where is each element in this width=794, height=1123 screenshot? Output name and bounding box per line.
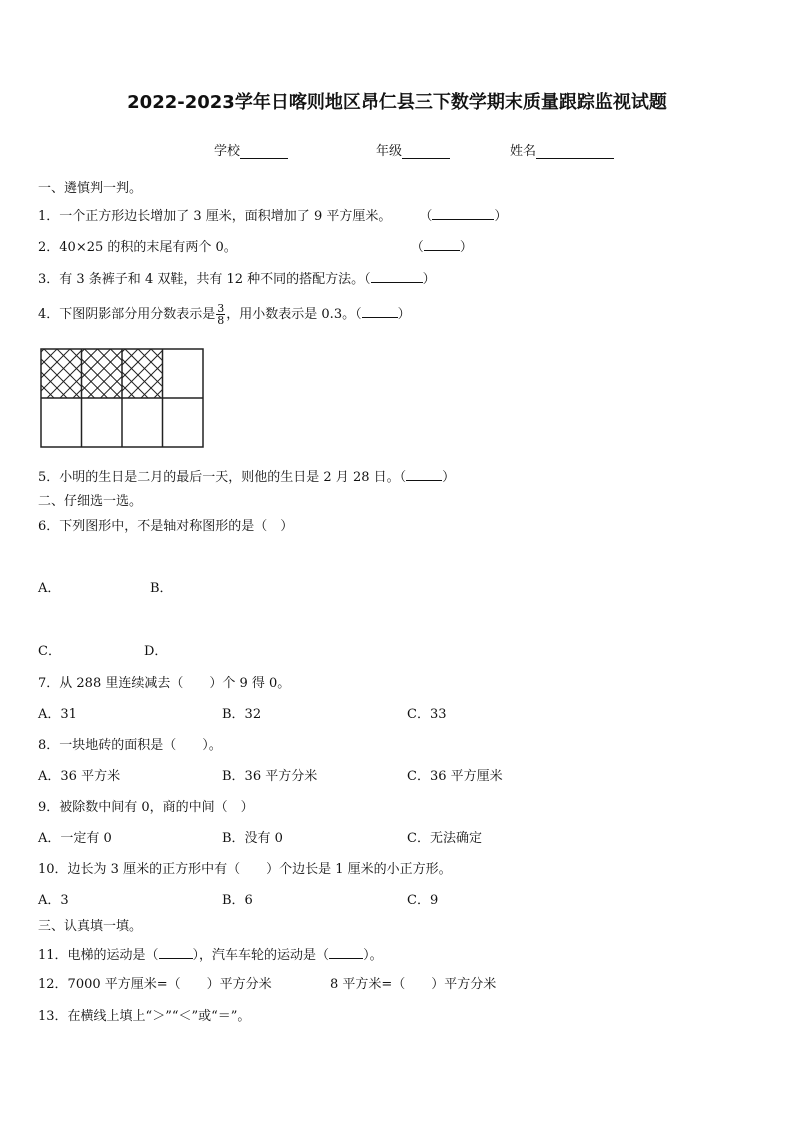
school-field — [214, 140, 288, 159]
section-heading-1: 一、遴慎判一判。 — [38, 181, 143, 196]
question-11 — [38, 945, 383, 965]
question-text: 1．一个正方形边长增加了 3 厘米，面积增加了 9 平方厘米。 — [38, 209, 392, 224]
grade-blank[interactable] — [402, 144, 450, 159]
shaded-grid-figure — [40, 348, 206, 450]
option-c[interactable]: C．9 — [407, 893, 439, 908]
question-6: 6．下列图形中，不是轴对称图形的是（ ） — [38, 519, 294, 534]
option-a[interactable]: A．31 — [38, 707, 77, 722]
paren-close: ） — [442, 470, 456, 485]
question-text: 5．小明的生日是二月的最后一天，则他的生日是 2 月 28 日。（ — [38, 470, 407, 485]
name-label: 姓名 — [510, 144, 537, 159]
option-a[interactable]: A． — [38, 581, 61, 596]
page-title: 2022-2023学年日喀则地区昂仁县三下数学期末质量跟踪监视试题 — [127, 92, 667, 113]
question-text-2: ），汽车车轮的运动是（ — [192, 948, 330, 963]
option-a[interactable]: A．36 平方米 — [38, 769, 121, 784]
name-blank[interactable] — [536, 144, 614, 159]
question-10: 10．边长为 3 厘米的正方形中有（ ）个边长是 1 厘米的小正方形。 — [38, 862, 452, 877]
school-label: 学校 — [214, 144, 241, 159]
hatch-line — [164, 349, 206, 398]
question-12-part-2: 8 平方米=（ ）平方分米 — [330, 977, 497, 992]
hatch-line — [141, 349, 190, 398]
paren-close: ） — [494, 209, 508, 224]
paren-close: ） — [397, 307, 411, 322]
hatch-line — [163, 349, 207, 398]
hatch-line — [128, 349, 177, 398]
question-7: 7．从 288 里连续减去（ ）个 9 得 0。 — [38, 676, 291, 691]
hatch-line — [177, 349, 206, 398]
question-12-part-1: 12．7000 平方厘米=（ ）平方分米 — [38, 977, 272, 992]
hatch-line — [47, 349, 96, 398]
hatch-line — [60, 349, 109, 398]
question-13: 13．在横线上填上“＞”“＜”或“＝”。 — [38, 1009, 251, 1024]
paren-close: ） — [422, 272, 436, 287]
answer-blank-11b[interactable] — [329, 945, 363, 959]
option-c[interactable]: C． — [38, 644, 61, 659]
question-text: 4．下图阴影部分用分数表示是 — [38, 307, 216, 322]
hatch-line — [151, 349, 200, 398]
question-text: 11．电梯的运动是（ — [38, 948, 159, 963]
question-text-2: ，用小数表示是 0.3。（ — [226, 307, 362, 322]
school-blank[interactable] — [240, 144, 288, 159]
paren-close: ）。 — [363, 948, 383, 963]
answer-blank-4[interactable] — [362, 304, 398, 318]
question-9: 9．被除数中间有 0，商的中间（ ） — [38, 800, 254, 815]
option-b[interactable]: B． — [150, 581, 173, 596]
question-text: 3．有 3 条裤子和 4 双鞋，共有 12 种不同的搭配方法。（ — [38, 272, 371, 287]
hatch-line — [112, 349, 161, 398]
hatch-line — [46, 349, 95, 398]
question-1 — [38, 206, 507, 226]
option-b[interactable]: B．32 — [222, 707, 262, 722]
option-d[interactable]: D． — [144, 644, 168, 659]
answer-blank-2[interactable] — [424, 237, 460, 251]
paren-close: ） — [459, 240, 473, 255]
hatch-line — [73, 349, 122, 398]
hatch-line — [114, 349, 163, 398]
option-c[interactable]: C．无法确定 — [407, 831, 482, 846]
fraction-numerator: 3 — [217, 302, 225, 315]
question-5 — [38, 467, 455, 487]
option-a[interactable]: A．3 — [38, 893, 69, 908]
hatch-line — [59, 349, 108, 398]
answer-blank-11a[interactable] — [159, 945, 193, 959]
hatch-line — [125, 349, 174, 398]
answer-blank-3[interactable] — [371, 269, 423, 283]
option-b[interactable]: B．36 平方分米 — [222, 769, 318, 784]
answer-blank-1[interactable] — [432, 206, 494, 220]
section-heading-3: 三、认真填一填。 — [38, 919, 143, 934]
paren-open: （ — [410, 240, 424, 255]
question-text: 2．40×25 的积的末尾有两个 0。 — [38, 240, 237, 255]
hatch-line — [72, 349, 121, 398]
option-c[interactable]: C．36 平方厘米 — [407, 769, 503, 784]
paren-open: （ — [419, 209, 433, 224]
section-heading-2: 二、仔细选一选。 — [38, 494, 143, 509]
option-c[interactable]: C．33 — [407, 707, 447, 722]
answer-blank-5[interactable] — [406, 467, 442, 481]
hatch-line — [88, 349, 137, 398]
hatch-line — [122, 349, 171, 398]
grade-label: 年级 — [376, 144, 403, 159]
question-4 — [38, 303, 411, 326]
question-2 — [38, 237, 473, 257]
hatch-line — [101, 349, 150, 398]
option-a[interactable]: A．一定有 0 — [38, 831, 112, 846]
option-b[interactable]: B．6 — [222, 893, 253, 908]
shaded-cells — [40, 349, 206, 398]
fraction — [216, 303, 225, 326]
hatch-line — [99, 349, 148, 398]
question-3 — [38, 269, 436, 289]
question-8: 8．一块地砖的面积是（ ）。 — [38, 738, 222, 753]
option-b[interactable]: B．没有 0 — [222, 831, 283, 846]
hatch-line — [154, 349, 203, 398]
hatch-line — [86, 349, 135, 398]
grade-field — [376, 140, 450, 159]
name-field — [510, 140, 614, 159]
fraction-denominator: 8 — [217, 314, 225, 327]
